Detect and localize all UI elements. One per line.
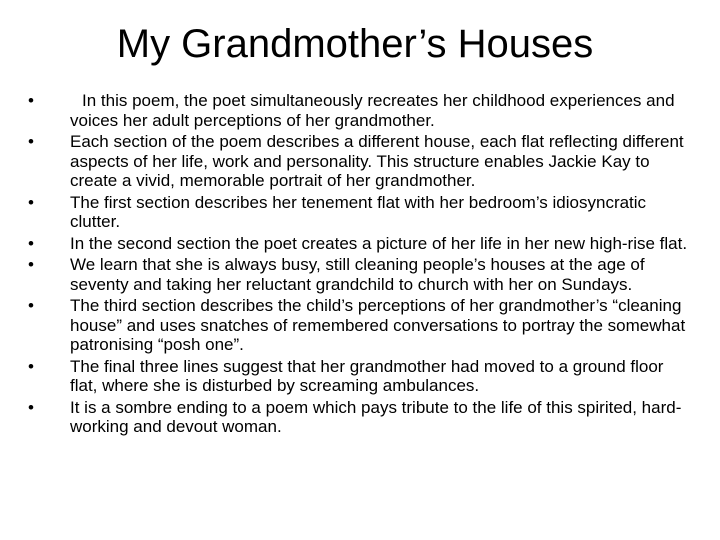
list-item — [28, 234, 692, 254]
list-item — [28, 398, 692, 437]
bullet-icon: • — [28, 296, 34, 315]
list-item — [28, 193, 692, 232]
bullet-icon: • — [28, 356, 34, 376]
slide-title: My Grandmother’s Houses — [116, 22, 594, 66]
bullet-text: The third section describes the child’s perceptions of her grandmother’s “cleaning house” and uses snatches of remembered conversations to portray the somewhat patronising “posh one”. — [70, 296, 686, 354]
bullet-icon: • — [28, 192, 34, 212]
bullet-icon: • — [28, 91, 34, 110]
bullet-icon: • — [28, 132, 34, 151]
list-item — [28, 91, 692, 130]
list-item — [28, 357, 692, 396]
bullet-list — [28, 91, 692, 439]
bullet-icon: • — [28, 255, 34, 274]
bullet-text: The final three lines suggest that her grandmother had moved to a ground floor flat, where she is disturbed by screaming ambulances. — [70, 356, 664, 395]
bullet-text: The first section describes her tenement flat with her bedroom’s idiosyncratic clutter. — [70, 192, 647, 231]
list-item — [28, 296, 692, 355]
list-item — [28, 255, 692, 294]
bullet-text: In the second section the poet creates a picture of her life in her new high-rise flat. — [70, 233, 688, 253]
bullet-text: It is a sombre ending to a poem which pays tribute to the life of this spirited, hard-working and devout woman. — [70, 397, 682, 436]
bullet-icon: • — [28, 397, 34, 417]
bullet-text: Each section of the poem describes a different house, each flat reflecting different aspects of her life, work and personality. This structure enables Jackie Kay to create a vivid, memorable portrait of her grandmother. — [70, 132, 684, 190]
list-item — [28, 132, 692, 191]
bullet-text: In this poem, the poet simultaneously recreates her childhood experiences and voices her adult perceptions of her grandmother. — [70, 91, 675, 130]
bullet-icon: • — [28, 233, 34, 253]
bullet-text: We learn that she is always busy, still cleaning people’s houses at the age of seventy and taking her reluctant grandchild to church with her on Sundays. — [70, 255, 645, 294]
